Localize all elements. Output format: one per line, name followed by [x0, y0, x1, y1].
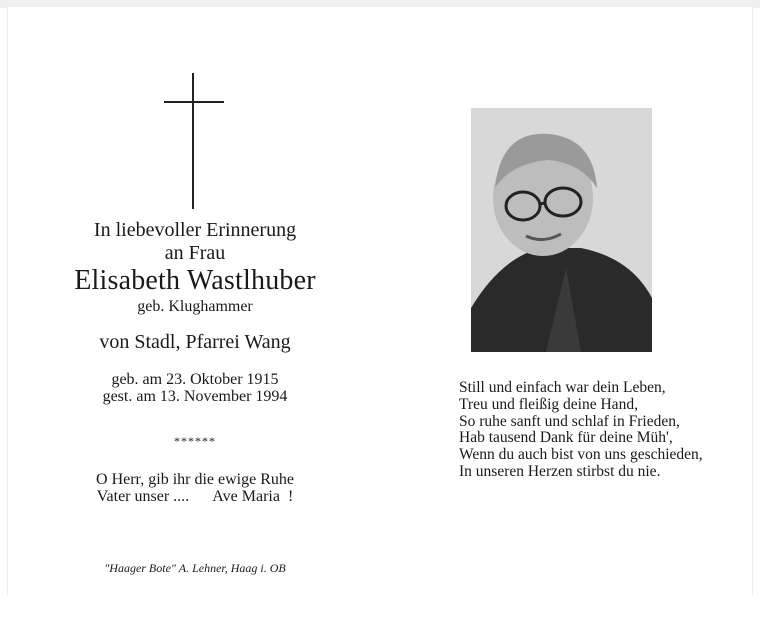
cross-icon-bar: [164, 101, 224, 103]
death-date: gest. am 13. November 1994: [102, 388, 288, 405]
prayer-line: O Herr, gib ihr die ewige Ruhe: [96, 471, 294, 488]
printer-credit: "Haager Bote" A. Lehner, Haag i. OB: [104, 561, 286, 575]
portrait-photo: [471, 108, 652, 352]
scan-bottom-edge: [0, 595, 760, 622]
maiden-name: geb. Klughammer: [137, 298, 253, 315]
cross-icon: [192, 73, 194, 209]
poem-line: In unseren Herzen stirbst du nie.: [459, 462, 661, 480]
separator: ******: [174, 434, 216, 448]
poem-line: Wenn du auch bist von uns geschieden,: [459, 446, 703, 464]
poem-line: So ruhe sanft und schlaf in Frieden,: [459, 412, 680, 430]
origin-parish: von Stadl, Pfarrei Wang: [99, 331, 291, 353]
portrait-image: [471, 108, 652, 352]
memorial-poem: [459, 380, 703, 481]
poem-line: Hab tausend Dank für deine Müh',: [459, 429, 673, 447]
deceased-name: Elisabeth Wastlhuber: [74, 265, 316, 296]
memorial-heading: In liebevoller Erinnerung: [93, 219, 297, 241]
prayer-line: Vater unser .... Ave Maria !: [96, 488, 294, 505]
poem-line: Treu und fleißig deine Hand,: [459, 395, 638, 413]
poem-line: Still und einfach war dein Leben,: [459, 379, 666, 396]
memorial-subheading: an Frau: [164, 242, 226, 264]
birth-date: geb. am 23. Oktober 1915: [111, 371, 279, 388]
